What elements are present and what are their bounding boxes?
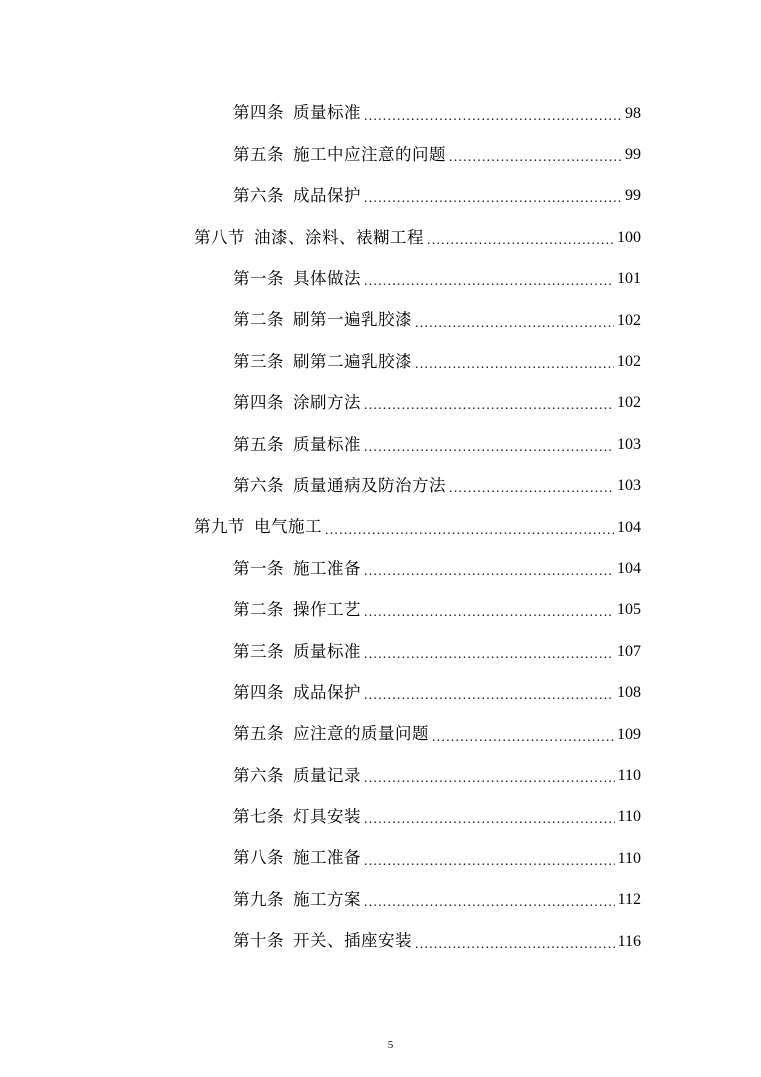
toc-dot-leader: [364, 192, 622, 206]
toc-entry-page: 108: [617, 684, 641, 702]
toc-entry[interactable]: [233, 755, 641, 796]
toc-entry-page: 110: [617, 849, 641, 867]
toc-entry[interactable]: [233, 93, 641, 134]
toc-dot-leader: [364, 813, 615, 827]
toc-entry-label: 第五条: [233, 724, 284, 744]
toc-entry-label: 第六条: [233, 186, 284, 206]
page-number: 5: [387, 1039, 394, 1051]
toc-entry-title: 应注意的质量问题: [293, 724, 429, 744]
toc-entry-page: 102: [617, 394, 641, 412]
toc-entry-title: 油漆、涂料、裱糊工程: [254, 227, 424, 247]
toc-dot-leader: [427, 234, 614, 248]
toc-section-entry[interactable]: [194, 507, 641, 548]
toc-entry-label: 第四条: [233, 103, 284, 123]
toc-dot-leader: [449, 151, 622, 165]
toc-entry-title: 刷第二遍乳胶漆: [293, 351, 412, 371]
toc-entry-label: 第九节: [194, 517, 245, 537]
toc-entry-page: 112: [617, 891, 641, 909]
toc-entry[interactable]: [233, 838, 641, 879]
toc-entry-label: 第九条: [233, 889, 284, 909]
toc-entry-label: 第三条: [233, 641, 284, 661]
toc-entry[interactable]: [233, 879, 641, 920]
toc-entry-page: 98: [625, 104, 641, 122]
toc-entry-page: 105: [617, 601, 641, 619]
toc-dot-leader: [364, 648, 614, 662]
toc-entry-page: 116: [617, 932, 641, 950]
toc-entry-title: 灯具安装: [293, 807, 361, 827]
toc-dot-leader: [364, 110, 622, 124]
toc-entry-label: 第二条: [233, 310, 284, 330]
toc-entry-page: 110: [617, 808, 641, 826]
toc-entry-title: 成品保护: [293, 186, 361, 206]
table-of-contents: [0, 93, 761, 962]
toc-entry-title: 施工中应注意的问题: [293, 144, 446, 164]
toc-dot-leader: [432, 731, 614, 745]
toc-entry-page: 101: [617, 270, 641, 288]
toc-dot-leader: [364, 275, 614, 289]
toc-dot-leader: [364, 855, 615, 869]
toc-entry[interactable]: [233, 424, 641, 465]
toc-entry-page: 102: [617, 353, 641, 371]
toc-entry-label: 第七条: [233, 807, 284, 827]
toc-entry-title: 施工准备: [293, 848, 361, 868]
toc-entry-title: 电气施工: [254, 517, 322, 537]
toc-entry[interactable]: [233, 466, 641, 507]
toc-entry-label: 第十条: [233, 931, 284, 951]
toc-entry-page: 104: [617, 518, 641, 536]
toc-entry-page: 104: [617, 559, 641, 577]
toc-entry[interactable]: [233, 341, 641, 382]
toc-entry-page: 99: [625, 187, 641, 205]
toc-dot-leader: [364, 606, 614, 620]
toc-entry-title: 施工准备: [293, 558, 361, 578]
toc-entry-page: 103: [617, 435, 641, 453]
toc-entry-title: 涂刷方法: [293, 393, 361, 413]
toc-dot-leader: [364, 441, 614, 455]
toc-entry-label: 第四条: [233, 682, 284, 702]
toc-entry[interactable]: [233, 921, 641, 962]
toc-section-entry[interactable]: [194, 217, 641, 258]
toc-dot-leader: [364, 565, 614, 579]
toc-entry-label: 第五条: [233, 144, 284, 164]
toc-dot-leader: [364, 772, 615, 786]
toc-entry-label: 第一条: [233, 558, 284, 578]
toc-entry-title: 施工方案: [293, 889, 361, 909]
toc-entry[interactable]: [233, 259, 641, 300]
toc-entry[interactable]: [233, 548, 641, 589]
toc-entry-title: 质量通病及防治方法: [293, 475, 446, 495]
toc-entry[interactable]: [233, 714, 641, 755]
toc-dot-leader: [325, 524, 614, 538]
toc-entry-page: 102: [617, 311, 641, 329]
toc-dot-leader: [415, 317, 614, 331]
toc-dot-leader: [364, 896, 615, 910]
toc-entry-title: 具体做法: [293, 269, 361, 288]
toc-entry[interactable]: [233, 134, 641, 175]
toc-entry-title: 质量记录: [293, 765, 361, 785]
toc-entry[interactable]: [233, 631, 641, 672]
toc-entry[interactable]: [233, 797, 641, 838]
toc-dot-leader: [415, 358, 614, 372]
toc-dot-leader: [449, 482, 614, 496]
toc-entry-page: 103: [617, 477, 641, 495]
toc-entry-page: 110: [617, 766, 641, 784]
toc-entry-title: 质量标准: [293, 103, 361, 123]
toc-entry[interactable]: [233, 590, 641, 631]
toc-entry[interactable]: [233, 672, 641, 713]
toc-entry-label: 第六条: [233, 475, 284, 495]
toc-entry-label: 第六条: [233, 765, 284, 785]
toc-entry-title: 质量标准: [293, 641, 361, 661]
toc-entry-label: 第八条: [233, 848, 284, 868]
toc-entry-page: 107: [617, 642, 641, 660]
toc-entry-title: 刷第一遍乳胶漆: [293, 310, 412, 330]
toc-entry[interactable]: [233, 176, 641, 217]
toc-entry-label: 第二条: [233, 600, 284, 620]
toc-entry-page: 99: [625, 146, 641, 164]
toc-entry-label: 第四条: [233, 393, 284, 413]
toc-entry-label: 第三条: [233, 351, 284, 371]
toc-entry[interactable]: [233, 383, 641, 424]
toc-entry-label: 第五条: [233, 434, 284, 454]
toc-entry-label: 第八节: [194, 227, 245, 247]
toc-entry-label: 第一条: [233, 269, 284, 288]
toc-entry[interactable]: [233, 300, 641, 341]
toc-entry-title: 质量标准: [293, 434, 361, 454]
toc-entry-page: 109: [617, 725, 641, 743]
toc-entry-page: 100: [617, 228, 641, 246]
toc-dot-leader: [364, 689, 614, 703]
toc-dot-leader: [415, 938, 615, 952]
toc-dot-leader: [364, 399, 614, 413]
toc-entry-title: 成品保护: [293, 682, 361, 702]
toc-entry-title: 操作工艺: [293, 600, 361, 620]
toc-entry-title: 开关、插座安装: [293, 931, 412, 951]
